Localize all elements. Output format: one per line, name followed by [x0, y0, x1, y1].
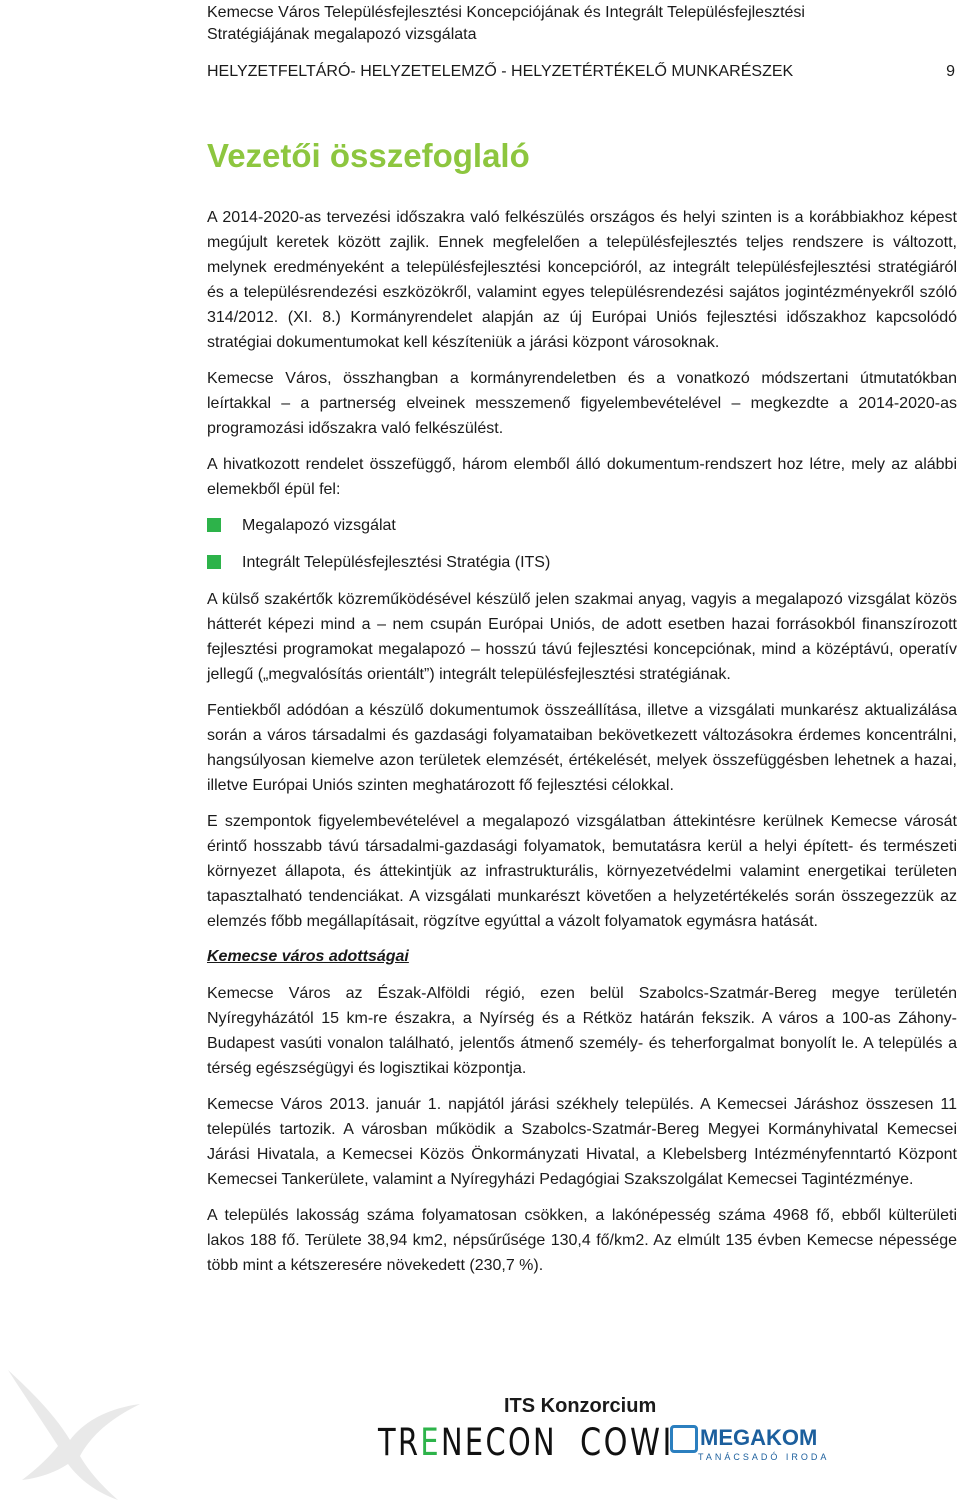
footer-logos: [378, 1395, 838, 1465]
header-document-title: Kemecse Város Településfejlesztési Koncepciójának és Integrált Településfejlesztési Stratégiájának megalapozó vizsgálata: [207, 4, 805, 43]
paragraph: Kemecse Város 2013. január 1. napjától járási székhely település. A Kemecsei Járáshoz összesen 11 település tartozik. A városban működik a Szabolcs-Szatmár-Bereg Megyei Kormányhivatal Kemecsei Járási Hivatala, a Kemecsei Közös Önkormányzati Hivatal, a Klebelsberg Intézményfenntartó Központ Kemecsei Tankerülete, valamint a Nyíregyházi Pedagógiai Szakszolgálat Kemecsei Tagintézménye.: [207, 1096, 957, 1188]
document-body: [207, 205, 957, 1289]
paragraph: A település lakosság száma folyamatosan csökken, a lakónépesség száma 4968 fő, ebből külterületi lakos 188 fő. Területe 38,94 km2, népsűrűsége 130,4 fő/km2. Az elmúlt 135 évben Kemecse népessége több mint a kétszeresére növekedett (230,7 %).: [207, 1207, 957, 1274]
consortium-label: ITS Konzorcium: [504, 1395, 657, 1417]
paragraph: Kemecse Város, összhangban a kormányrendeletben és a vonatkozó módszertani útmutatókban leírtakkal – a partnerség elveinek messzemenő figyelembevételével – megkezdte a 2014-2020-as programozási időszakra való felkészülést.: [207, 370, 957, 437]
page-number: 9: [946, 63, 955, 80]
paragraph: A hivatkozott rendelet összefüggő, három elemből álló dokumentum-rendszert hoz létre, mely az alábbi elemekből épül fel:: [207, 456, 957, 498]
trenecon-logo: [378, 1421, 557, 1464]
page-title: Vezetői összefoglaló: [207, 137, 530, 174]
square-bullet-icon: [207, 555, 221, 569]
list-item-label: Integrált Településfejlesztési Stratégia (ITS): [242, 554, 551, 571]
megakom-mark-icon: [670, 1425, 698, 1453]
list-item: [207, 513, 957, 538]
header-section-title: HELYZETFELTÁRÓ- HELYZETELEMZŐ - HELYZETÉRTÉKELŐ MUNKARÉSZEK: [207, 63, 794, 80]
trenecon-logo-text: TR: [378, 1421, 421, 1464]
megakom-logo-subtitle: TANÁCSADÓ IRODA: [698, 1452, 830, 1462]
paragraph: Fentiekből adódóan a készülő dokumentumok összeállítása, illetve a vizsgálati munkarész aktualizálása során a város társadalmi és gazdasági folyamataiban bekövetkezett változásokra érdemes koncentrálni, hangsúlyosan kiemelve azon területek elemzését, értékelését, melyek összefüggésben lehetnek a hazai, illetve Európai Uniós szinten meghatározott fő fejlesztési célokkal.: [207, 702, 957, 794]
paragraph: Kemecse Város az Észak-Alföldi régió, ezen belül Szabolcs-Szatmár-Bereg megye területén Nyíregyházától 15 km-re északra, a Nyírség és a Rétköz határán fekszik. A város a 100-as Záhony-Budapest vasúti vonalon található, jelentős átmenő személy- és teherforgalmat bonyolít le. A település a térség egészségügyi és logisztikai központja.: [207, 985, 957, 1077]
bird-watermark-icon: [0, 1360, 145, 1506]
list-item-label: Megalapozó vizsgálat: [242, 517, 396, 534]
bullet-list: [207, 513, 957, 575]
paragraph: A külső szakértők közreműködésével készülő jelen szakmai anyag, vagyis a megalapozó vizsgálat közös hátterét képezi mind a – nem csupán Európai Uniós, de adott esetben hazai forrásokból finanszírozott fejlesztési programokat megalapozó – hosszú távú fejlesztési koncepciónak, mind a középtávú, operatív jellegű („megvalósítás orientált”) integrált településfejlesztési stratégiának.: [207, 591, 957, 683]
cowi-logo: COWI: [580, 1421, 674, 1464]
list-item: [207, 550, 957, 575]
paragraph: A 2014-2020-as tervezési időszakra való felkészülés országos és helyi szinten is a korábbiakhoz képest megújult keretek között zajlik. Ennek megfelelően a településfejlesztés teljes rendszere is változott, melynek eredményeként a településfejlesztési koncepcióról, az integrált településfejlesztési stratégiáról és a településrendezési eszközökről, valamint egyes településrendezési sajátos jogintézményekről szóló 314/2012. (XI. 8.) Kormányrendelet alapján az új Európai Uniós fejlesztési időszakhoz kapcsolódó stratégiai dokumentumokat kell készíteniük a járási központ városoknak.: [207, 209, 957, 351]
section-subheading: Kemecse város adottságai: [207, 948, 409, 965]
square-bullet-icon: [207, 518, 221, 532]
trenecon-logo-accent: E: [420, 1421, 441, 1464]
megakom-logo: [670, 1425, 840, 1461]
megakom-logo-name: MEGAKOM: [700, 1425, 818, 1450]
trenecon-logo-text-end: NECON: [440, 1421, 557, 1464]
paragraph: E szempontok figyelembevételével a megalapozó vizsgálatban áttekintésre kerülnek Kemecse városát érintő hosszabb távú társadalmi-gazdasági folyamatok, bemutatásra kerül a helyi épített- és természeti környezet állapota, és áttekintjük az infrastrukturális, környezetvédelmi valamint energetikai területen tapasztalható tendenciákat. A vizsgálati munkarészt követően a helyzetértékelés során összegezzük az elemzés főbb megállapításait, rögzítve egyúttal a vázolt folyamatok egymásra hatását.: [207, 813, 957, 930]
